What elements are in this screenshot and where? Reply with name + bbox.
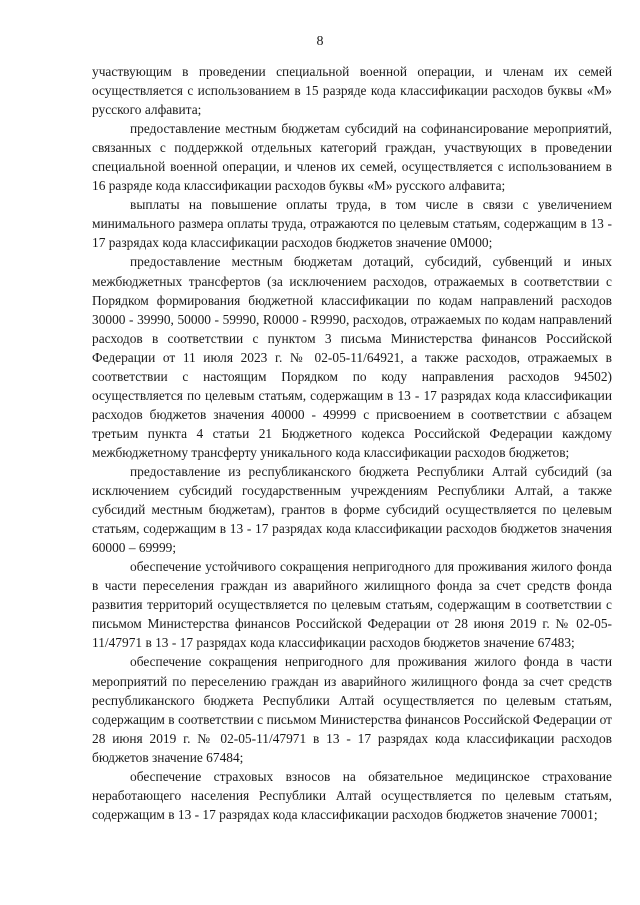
page-number: 8 xyxy=(316,34,324,49)
paragraph-medical-insurance: обеспечение страховых взносов на обязательное медицинское страхование неработающего населения Республики Алтай осуществляется по целевым статьям, содержащим в 13 - 17 разрядах кода классификации расходов бюджетов значение 70001; xyxy=(92,768,612,822)
paragraph-interbudget-transfers: предоставление местным бюджетам дотаций, субсидий, субвенций и иных межбюджетных трансфертов (за исключением расходов, отражаемых в соответствии с Порядком формирования бюджетной классификации по кодам направлений расходов 30000 - 39990, 50000 - 59990, R0000 - R9990, расходов, отражаемых по кодам направлений расходов в соответствии с пунктом 3 письма Министерства финансов Российской Федерации от 11 июля 2023 г. № 02-05-11/64921, а также расходов, отражаемых в соответствии с настоящим Порядком по коду направления расходов 94502) осуществляется по целевым статьям, содержащим в 13 - 17 разрядах кода классификации расходов бюджетов значения 40000 - 49999 с присвоением в соответствии с абзацем третьим пункта 4 статьи 21 Бюджетного кодекса Российской Федерации каждому межбюджетному трансферту уникального кода классификации расходов бюджетов; xyxy=(92,254,612,460)
paragraph-republic-subsidies: предоставление из республиканского бюджета Республики Алтай субсидий (за исключением субсидий государственным учреждениям Республики Алтай, а также субсидий местным бюджетам), грантов в форме субсидий осуществляется по целевым статьям, содержащим в 13 - 17 разрядах кода классификации расходов бюджетов значения 60000 – 69999; xyxy=(92,463,612,556)
paragraph-wage-increase: выплаты на повышение оплаты труда, в том числе в связи с увеличением минимального размера оплаты труда, отражаются по целевым статьям, содержащим в 13 - 17 разрядах кода классификации расходов бюджетов значение 0М000; xyxy=(92,197,612,251)
paragraph-subsidies-svo: предоставление местным бюджетам субсидий на софинансирование мероприятий, связанных с поддержкой отдельных категорий граждан, участвующих в проведении специальной военной операции, и членов их семей, осуществляется с использованием в 16 разряде кода классификации расходов буквы «М» русского алфавита; xyxy=(92,121,612,194)
paragraph-housing-fund-development: обеспечение устойчивого сокращения непригодного для проживания жилого фонда в части переселения граждан из аварийного жилищного фонда за счет средств фонда развития территорий осуществляется по целевым статьям, содержащим в соответствии с письмом Министерства финансов Российской Федерации от 28 июня 2019 г. № 02-05-11/47971 в 13 - 17 разрядах кода классификации расходов бюджетов значение 67483; xyxy=(92,559,612,651)
paragraph-continuation: участвующим в проведении специальной военной операции, и членам их семей осуществляется с использованием в 15 разряде кода классификации расходов буквы «М» русского алфавита; xyxy=(92,64,612,118)
paragraph-housing-republic-budget: обеспечение сокращения непригодного для проживания жилого фонда в части мероприятий по переселению граждан из аварийного жилищного фонда за счет средств республиканского бюджета Республики Алтай осуществляется по целевым статьям, содержащим в соответствии с письмом Министерства финансов Российской Федерации от 28 июня 2019 г. № 02-05-11/47971 в 13 - 17 разрядах кода классификации расходов бюджетов значение 67484; xyxy=(92,654,612,765)
document-body xyxy=(92,62,612,824)
